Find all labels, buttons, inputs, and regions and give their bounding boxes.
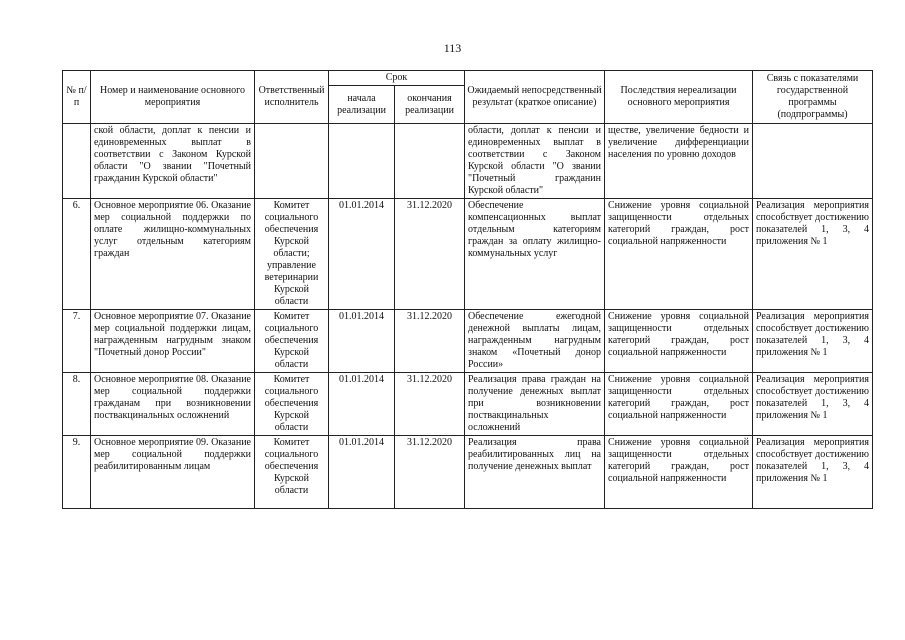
table-row — [63, 373, 873, 436]
table-row — [63, 310, 873, 373]
table-row — [63, 436, 873, 509]
cell-start: 01.01.2014 — [329, 436, 395, 509]
cell-end — [395, 124, 465, 199]
cell-num: 6. — [63, 199, 91, 310]
cell-consequences: Снижение уровня социальной защищенности отдельных категорий граждан, рост социальной напряженности — [605, 199, 753, 310]
cell-end: 31.12.2020 — [395, 436, 465, 509]
page-number: 113 — [443, 41, 462, 55]
cell-link — [753, 124, 873, 199]
cell-end: 31.12.2020 — [395, 199, 465, 310]
cell-expected: области, доплат к пенсии и единовременных выплат в соответствии с Законом Курской области "О звании "Почетный гражданин Курской области" — [465, 124, 605, 199]
cell-start — [329, 124, 395, 199]
cell-link: Реализация мероприятия способствует достижению показателей 1, 3, 4 приложения № 1 — [753, 436, 873, 509]
cell-start: 01.01.2014 — [329, 310, 395, 373]
table-row — [63, 124, 873, 199]
cell-consequences: Снижение уровня социальной защищенности отдельных категорий граждан, рост социальной напряженности — [605, 310, 753, 373]
cell-num: 9. — [63, 436, 91, 509]
cell-num: 8. — [63, 373, 91, 436]
cell-expected: Обеспечение ежегодной денежной выплаты лицам, награжденным нагрудным знаком «Почетный донор России» — [465, 310, 605, 373]
table-row — [63, 199, 873, 310]
header-link: Связь с показателями государственной программы (подпрограммы) — [753, 71, 873, 124]
cell-num: 7. — [63, 310, 91, 373]
cell-link: Реализация мероприятия способствует достижению показателей 1, 3, 4 приложения № 1 — [753, 310, 873, 373]
cell-name: Основное мероприятие 06. Оказание мер социальной поддержки по оплате жилищно-коммунальных услуг отдельным категориям граждан — [91, 199, 255, 310]
header-responsible: Ответственный исполнитель — [255, 71, 329, 124]
cell-responsible: Комитет социального обеспечения Курской области — [255, 373, 329, 436]
cell-link: Реализация мероприятия способствует достижению показателей 1, 3, 4 приложения № 1 — [753, 373, 873, 436]
cell-end: 31.12.2020 — [395, 373, 465, 436]
cell-responsible: Комитет социального обеспечения Курской области — [255, 310, 329, 373]
cell-consequences: Снижение уровня социальной защищенности отдельных категорий граждан, рост социальной напряженности — [605, 373, 753, 436]
cell-responsible: Комитет социального обеспечения Курской области; управление ветеринарии Курской области — [255, 199, 329, 310]
cell-num — [63, 124, 91, 199]
cell-expected: Обеспечение компенсационных выплат отдельным категориям граждан за оплату жилищно-коммунальных услуг — [465, 199, 605, 310]
cell-responsible: Комитет социального обеспечения Курской области — [255, 436, 329, 509]
cell-end: 31.12.2020 — [395, 310, 465, 373]
cell-consequences: ществе, увеличение бедности и увеличение дифференциации населения по уровню доходов — [605, 124, 753, 199]
header-name: Номер и наименование основного мероприятия — [91, 71, 255, 124]
header-end: окончания реализации — [395, 86, 465, 124]
cell-name: Основное мероприятие 09. Оказание мер социальной поддержки реабилитированным лицам — [91, 436, 255, 509]
cell-start: 01.01.2014 — [329, 199, 395, 310]
cell-link: Реализация мероприятия способствует достижению показателей 1, 3, 4 приложения № 1 — [753, 199, 873, 310]
cell-expected: Реализация права реабилитированных лиц на получение денежных выплат — [465, 436, 605, 509]
header-num: № п/п — [63, 71, 91, 124]
cell-name: Основное мероприятие 07. Оказание мер социальной поддержки лицам, награжденным нагрудным знаком "Почетный донор России" — [91, 310, 255, 373]
cell-consequences: Снижение уровня социальной защищенности отдельных категорий граждан, рост социальной напряженности — [605, 436, 753, 509]
cell-name: ской области, доплат к пенсии и единовременных выплат в соответствии с Законом Курской области "О звании "Почетный гражданин Курской области" — [91, 124, 255, 199]
cell-responsible — [255, 124, 329, 199]
header-term: Срок — [329, 71, 465, 86]
cell-expected: Реализация права граждан на получение денежных выплат при возникновении поствакцинальных осложнений — [465, 373, 605, 436]
header-expected: Ожидаемый непосредственный результат (краткое описание) — [465, 71, 605, 124]
cell-name: Основное мероприятие 08. Оказание мер социальной поддержки гражданам при возникновении поствакцинальных осложнений — [91, 373, 255, 436]
table-header — [63, 71, 873, 124]
header-consequences: Последствия нереализации основного мероприятия — [605, 71, 753, 124]
cell-start: 01.01.2014 — [329, 373, 395, 436]
header-start: начала реализации — [329, 86, 395, 124]
activities-table — [62, 70, 873, 509]
